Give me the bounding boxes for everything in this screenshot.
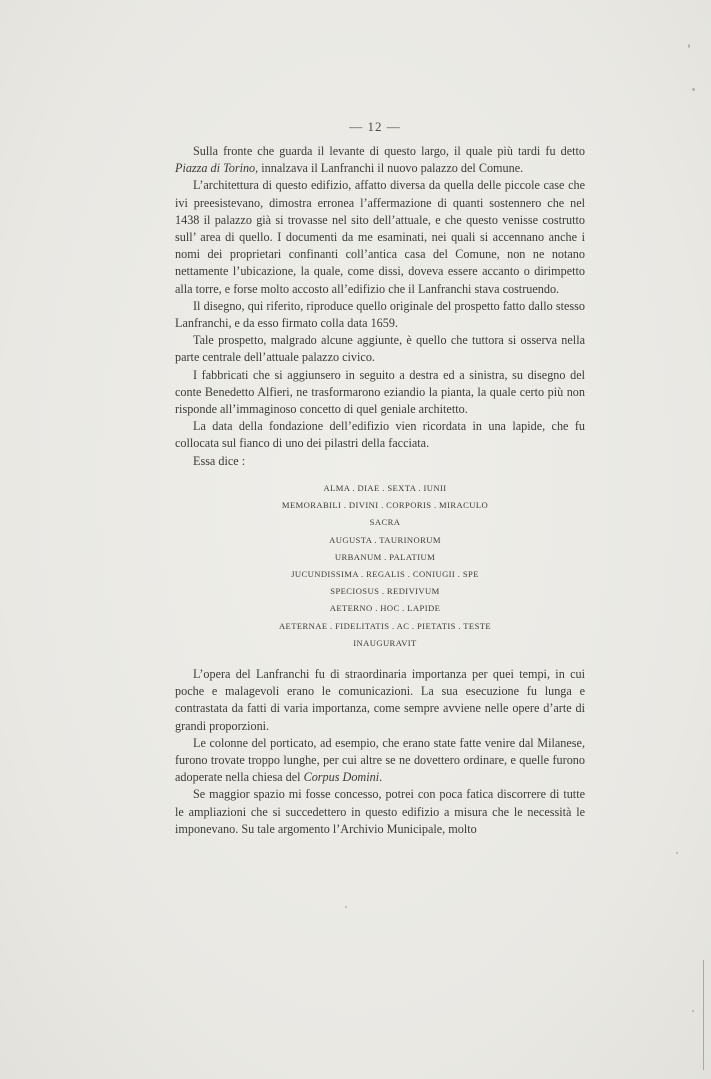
inscription-line: AETERNAE . FIDELITATIS . AC . PIETATIS . TESTE	[278, 620, 492, 631]
scan-speck	[692, 88, 695, 91]
inscription-line: URBANUM . PALATIUM	[334, 551, 436, 562]
body-text-top	[175, 143, 585, 470]
body-text-bottom	[175, 666, 585, 838]
inscription-line: INAUGURAVIT	[353, 637, 417, 648]
paragraph	[175, 666, 585, 735]
inscription-line: JUCUNDISSIMA . REGALIS . CONIUGII . SPE	[291, 569, 479, 580]
scan-speck	[692, 1010, 694, 1012]
paragraph	[175, 298, 585, 332]
inscription-line: AETERNO . HOC . LAPIDE	[329, 603, 441, 614]
inscription-line: AUGUSTA . TAURINORUM	[329, 534, 441, 545]
text-run: Tale prospetto, malgrado alcune aggiunte, è quello che tuttora si osserva nella parte centrale dell’attuale palazzo civico.	[175, 333, 585, 365]
text-run: I fabbricati che si aggiunsero in seguito a destra ed a sinistra, su disegno del conte Benedetto Alfieri, ne trasformarono eziandio la pianta, la quale certo più non risponde all’immaginoso concetto di quel geniale architetto.	[175, 367, 585, 417]
paragraph	[175, 735, 585, 787]
inscription-line: MEMORABILI . DIVINI . CORPORIS . MIRACULO	[281, 500, 489, 511]
scan-speck	[345, 906, 347, 908]
paragraph	[175, 332, 585, 366]
scan-speck	[688, 44, 690, 48]
inscription-line: SACRA	[369, 517, 401, 528]
text-run: L’architettura di questo edifizio, affatto diversa da quella delle piccole case che ivi preesistevano, dimostra erronea l’affermazione di quanti sostennero che nel 1438 il palazzo già si trovasse nel sito dell’attuale, e che questo venisse costrutto sull’ area di quello. I documenti da me esaminati, nei quali si accennano anche i nomi dei proprietari confinanti coll’antica casa del Comune, non ne notano nettamente l’ubicazione, la quale, come dissi, doveva essere accanto o dirimpetto alla torre, e forse molto accosto all’edifizio che il Lanfranchi stava costruendo.	[175, 178, 585, 296]
paragraph	[175, 453, 585, 470]
text-run: Se maggior spazio mi fosse concesso, potrei con poca fatica discorrere di tutte le ampliazioni che si succedettero in questo edifizio a misura che le necessità le imponevano. Su tale argomento l’Archivio Municipale, molto	[175, 787, 585, 836]
paragraph	[175, 177, 585, 297]
paragraph	[175, 367, 585, 419]
text-run: Essa dice :	[193, 453, 246, 468]
scan-speck	[676, 852, 678, 854]
paragraph	[175, 418, 585, 452]
italic-text-run: Piazza di Torino	[175, 161, 256, 176]
paragraph	[175, 786, 585, 838]
inscription-line: ALMA . DIAE . SEXTA . IUNII	[323, 483, 447, 493]
inscription	[230, 480, 540, 652]
text-run: La data della fondazione dell’edifizio vien ricordata in una lapide, che fu collocata sul fianco di uno dei pilastri della facciata.	[175, 419, 585, 451]
text-run: Sulla fronte che guarda il levante di questo largo, il quale più tardi fu detto	[193, 144, 585, 158]
inscription-line: SPECIOSUS . REDIVIVUM	[330, 586, 440, 597]
text-run: , innalzava il Lanfranchi il nuovo palazzo del Comune.	[255, 161, 524, 176]
page-edge-mark	[703, 960, 704, 1070]
paragraph	[175, 143, 585, 177]
italic-text-run: Corpus Domini	[303, 770, 380, 785]
text-run: Le colonne del porticato, ad esempio, che erano state fatte venire dal Milanese, furono trovate troppo lunghe, per cui altre se ne dovettero ordinare, e quelle furono adoperate nella chiesa del	[175, 735, 585, 785]
text-run: L’opera del Lanfranchi fu di straordinaria importanza per quei tempi, in cui poche e malagevoli erano le comunicazioni. La sua esecuzione fu lunga e contrastata da fatti di varia importanza, come sempre avviene nelle opere d’arte di grandi proporzioni.	[175, 667, 585, 733]
text-run: Il disegno, qui riferito, riproduce quello originale del prospetto fatto dallo stesso Lanfranchi, e da esso firmato colla data 1659.	[175, 298, 585, 331]
page-number: — 12 —	[349, 119, 401, 134]
text-run: .	[379, 770, 383, 785]
